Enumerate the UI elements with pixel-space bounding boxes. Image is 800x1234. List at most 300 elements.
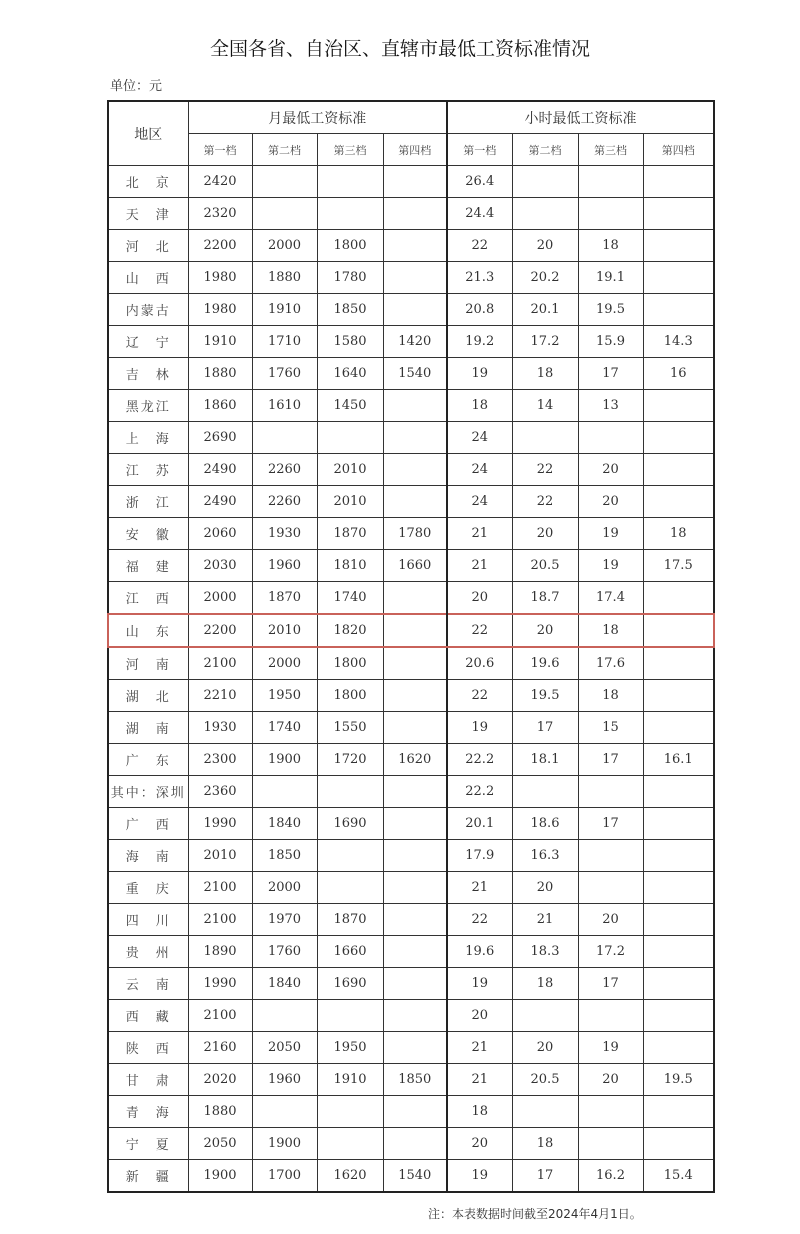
monthly-wage-cell: 1880 xyxy=(252,262,317,294)
region-cell: 其中：深圳 xyxy=(108,776,188,808)
hourly-wage-cell: 15.4 xyxy=(643,1160,714,1193)
monthly-wage-cell: 1450 xyxy=(317,390,383,422)
monthly-wage-cell: 1620 xyxy=(383,744,447,776)
hourly-wage-cell: 16.1 xyxy=(643,744,714,776)
hourly-wage-cell xyxy=(643,454,714,486)
monthly-wage-cell xyxy=(383,614,447,647)
table-row xyxy=(108,294,714,326)
monthly-wage-cell: 1860 xyxy=(188,390,252,422)
hourly-wage-cell xyxy=(643,422,714,454)
monthly-wage-cell xyxy=(383,582,447,615)
header-region: 地区 xyxy=(108,101,188,166)
monthly-wage-cell: 1540 xyxy=(383,1160,447,1193)
hourly-wage-cell: 19 xyxy=(447,358,512,390)
monthly-wage-cell: 1990 xyxy=(188,808,252,840)
monthly-wage-cell: 1960 xyxy=(252,1064,317,1096)
monthly-wage-cell: 1640 xyxy=(317,358,383,390)
region-cell: 上 海 xyxy=(108,422,188,454)
table-row xyxy=(108,550,714,582)
monthly-wage-cell xyxy=(317,840,383,872)
hourly-wage-cell: 15 xyxy=(578,712,643,744)
hourly-wage-cell: 21 xyxy=(447,1032,512,1064)
hourly-tier-header: 第四档 xyxy=(643,134,714,166)
monthly-wage-cell: 2200 xyxy=(188,230,252,262)
table-row xyxy=(108,808,714,840)
hourly-wage-cell: 19 xyxy=(447,968,512,1000)
region-cell: 青 海 xyxy=(108,1096,188,1128)
monthly-wage-cell: 1810 xyxy=(317,550,383,582)
hourly-wage-cell: 21 xyxy=(447,1064,512,1096)
region-cell: 山 东 xyxy=(108,614,188,647)
table-row xyxy=(108,262,714,294)
hourly-wage-cell: 19.6 xyxy=(512,647,578,680)
hourly-wage-cell: 18.1 xyxy=(512,744,578,776)
region-cell: 重 庆 xyxy=(108,872,188,904)
hourly-wage-cell: 19 xyxy=(447,712,512,744)
table-row xyxy=(108,1128,714,1160)
region-cell: 甘 肃 xyxy=(108,1064,188,1096)
hourly-wage-cell: 18 xyxy=(578,614,643,647)
hourly-wage-cell: 20 xyxy=(512,872,578,904)
monthly-wage-cell: 1700 xyxy=(252,1160,317,1193)
monthly-wage-cell: 1840 xyxy=(252,968,317,1000)
hourly-wage-cell xyxy=(643,294,714,326)
monthly-wage-cell: 2000 xyxy=(252,647,317,680)
monthly-wage-cell: 2260 xyxy=(252,486,317,518)
table-row xyxy=(108,1064,714,1096)
table-row xyxy=(108,582,714,615)
monthly-wage-cell: 1580 xyxy=(317,326,383,358)
hourly-wage-cell: 19.2 xyxy=(447,326,512,358)
monthly-wage-cell: 2100 xyxy=(188,1000,252,1032)
hourly-wage-cell: 13 xyxy=(578,390,643,422)
header-monthly: 月最低工资标准 xyxy=(188,101,447,134)
hourly-wage-cell xyxy=(643,808,714,840)
monthly-wage-cell: 2010 xyxy=(188,840,252,872)
hourly-wage-cell: 20 xyxy=(512,614,578,647)
monthly-wage-cell xyxy=(383,198,447,230)
table-row xyxy=(108,840,714,872)
hourly-wage-cell: 17 xyxy=(512,712,578,744)
region-cell: 河 北 xyxy=(108,230,188,262)
hourly-wage-cell: 14 xyxy=(512,390,578,422)
monthly-wage-cell xyxy=(252,1000,317,1032)
hourly-wage-cell: 20 xyxy=(578,486,643,518)
monthly-wage-cell xyxy=(383,1096,447,1128)
monthly-wage-cell: 1930 xyxy=(188,712,252,744)
hourly-wage-cell: 24 xyxy=(447,454,512,486)
monthly-wage-cell: 1870 xyxy=(317,518,383,550)
page-title: 全国各省、自治区、直辖市最低工资标准情况 xyxy=(209,38,590,60)
hourly-wage-cell: 20.5 xyxy=(512,1064,578,1096)
monthly-wage-cell: 2000 xyxy=(252,872,317,904)
monthly-wage-cell: 1780 xyxy=(317,262,383,294)
region-cell: 西 藏 xyxy=(108,1000,188,1032)
monthly-wage-cell xyxy=(383,1032,447,1064)
monthly-wage-cell: 1870 xyxy=(252,582,317,615)
monthly-wage-cell: 2060 xyxy=(188,518,252,550)
monthly-wage-cell xyxy=(317,1000,383,1032)
hourly-wage-cell: 18 xyxy=(578,680,643,712)
hourly-wage-cell xyxy=(643,486,714,518)
monthly-tier-header: 第四档 xyxy=(383,134,447,166)
table-row xyxy=(108,968,714,1000)
monthly-wage-cell: 1690 xyxy=(317,808,383,840)
minimum-wage-table xyxy=(107,100,715,1193)
hourly-wage-cell xyxy=(643,582,714,615)
hourly-wage-cell xyxy=(512,1096,578,1128)
table-row xyxy=(108,358,714,390)
table-row xyxy=(108,198,714,230)
hourly-wage-cell xyxy=(643,1128,714,1160)
region-cell: 吉 林 xyxy=(108,358,188,390)
monthly-wage-cell xyxy=(383,294,447,326)
table-row xyxy=(108,326,714,358)
monthly-wage-cell xyxy=(383,872,447,904)
monthly-wage-cell xyxy=(252,776,317,808)
monthly-wage-cell: 1910 xyxy=(252,294,317,326)
hourly-wage-cell: 20 xyxy=(578,1064,643,1096)
hourly-wage-cell: 18.3 xyxy=(512,936,578,968)
region-cell: 黑龙江 xyxy=(108,390,188,422)
monthly-wage-cell: 2200 xyxy=(188,614,252,647)
monthly-wage-cell: 1880 xyxy=(188,1096,252,1128)
monthly-wage-cell: 1840 xyxy=(252,808,317,840)
hourly-tier-header: 第三档 xyxy=(578,134,643,166)
hourly-wage-cell xyxy=(643,390,714,422)
hourly-wage-cell: 18 xyxy=(643,518,714,550)
monthly-wage-cell xyxy=(317,1096,383,1128)
monthly-wage-cell: 2210 xyxy=(188,680,252,712)
hourly-wage-cell: 17.2 xyxy=(512,326,578,358)
hourly-wage-cell: 20 xyxy=(512,230,578,262)
hourly-wage-cell xyxy=(643,712,714,744)
monthly-wage-cell xyxy=(317,422,383,454)
hourly-wage-cell: 20.6 xyxy=(447,647,512,680)
monthly-wage-cell: 2020 xyxy=(188,1064,252,1096)
table-row xyxy=(108,486,714,518)
hourly-wage-cell: 17.4 xyxy=(578,582,643,615)
hourly-wage-cell: 22 xyxy=(512,486,578,518)
hourly-wage-cell: 20 xyxy=(512,518,578,550)
hourly-wage-cell: 14.3 xyxy=(643,326,714,358)
table-row xyxy=(108,680,714,712)
hourly-wage-cell: 18.7 xyxy=(512,582,578,615)
monthly-wage-cell xyxy=(317,776,383,808)
monthly-wage-cell: 2160 xyxy=(188,1032,252,1064)
monthly-wage-cell: 1880 xyxy=(188,358,252,390)
hourly-wage-cell: 22.2 xyxy=(447,776,512,808)
monthly-wage-cell xyxy=(383,712,447,744)
hourly-wage-cell xyxy=(643,614,714,647)
hourly-wage-cell: 20 xyxy=(578,904,643,936)
monthly-tier-header: 第一档 xyxy=(188,134,252,166)
hourly-wage-cell: 17 xyxy=(578,744,643,776)
hourly-wage-cell: 21.3 xyxy=(447,262,512,294)
table-row xyxy=(108,904,714,936)
region-cell: 辽 宁 xyxy=(108,326,188,358)
monthly-wage-cell: 1420 xyxy=(383,326,447,358)
hourly-wage-cell xyxy=(643,936,714,968)
hourly-wage-cell: 19 xyxy=(578,550,643,582)
region-cell: 福 建 xyxy=(108,550,188,582)
monthly-wage-cell: 1760 xyxy=(252,358,317,390)
region-cell: 广 西 xyxy=(108,808,188,840)
monthly-wage-cell xyxy=(383,1128,447,1160)
monthly-wage-cell xyxy=(383,840,447,872)
monthly-wage-cell: 1950 xyxy=(317,1032,383,1064)
monthly-wage-cell: 2490 xyxy=(188,486,252,518)
hourly-wage-cell: 22 xyxy=(447,230,512,262)
monthly-wage-cell: 2100 xyxy=(188,647,252,680)
region-cell: 江 西 xyxy=(108,582,188,615)
monthly-wage-cell: 1710 xyxy=(252,326,317,358)
monthly-wage-cell xyxy=(383,904,447,936)
hourly-wage-cell: 20 xyxy=(578,454,643,486)
monthly-wage-cell: 1660 xyxy=(317,936,383,968)
monthly-wage-cell xyxy=(383,776,447,808)
monthly-wage-cell: 1900 xyxy=(188,1160,252,1193)
region-cell: 贵 州 xyxy=(108,936,188,968)
monthly-wage-cell: 1900 xyxy=(252,1128,317,1160)
hourly-wage-cell: 16.3 xyxy=(512,840,578,872)
hourly-wage-cell: 24 xyxy=(447,486,512,518)
hourly-wage-cell: 21 xyxy=(447,518,512,550)
hourly-wage-cell xyxy=(643,872,714,904)
hourly-wage-cell xyxy=(512,776,578,808)
monthly-wage-cell xyxy=(317,198,383,230)
monthly-wage-cell xyxy=(383,808,447,840)
monthly-wage-cell: 2320 xyxy=(188,198,252,230)
monthly-wage-cell: 1950 xyxy=(252,680,317,712)
region-cell: 云 南 xyxy=(108,968,188,1000)
hourly-wage-cell xyxy=(643,840,714,872)
region-cell: 内蒙古 xyxy=(108,294,188,326)
monthly-wage-cell xyxy=(383,647,447,680)
table-row xyxy=(108,1096,714,1128)
monthly-wage-cell xyxy=(383,422,447,454)
monthly-wage-cell xyxy=(252,198,317,230)
monthly-wage-cell xyxy=(383,1000,447,1032)
hourly-wage-cell: 19.5 xyxy=(578,294,643,326)
hourly-wage-cell: 19 xyxy=(578,1032,643,1064)
hourly-wage-cell xyxy=(643,198,714,230)
hourly-wage-cell xyxy=(512,422,578,454)
hourly-wage-cell xyxy=(512,1000,578,1032)
hourly-wage-cell: 22 xyxy=(512,454,578,486)
hourly-wage-cell xyxy=(578,776,643,808)
hourly-wage-cell: 18 xyxy=(447,1096,512,1128)
region-cell: 天 津 xyxy=(108,198,188,230)
table-row xyxy=(108,936,714,968)
hourly-wage-cell: 17 xyxy=(578,358,643,390)
monthly-wage-cell: 1980 xyxy=(188,294,252,326)
hourly-tier-header: 第一档 xyxy=(447,134,512,166)
table-row xyxy=(108,1032,714,1064)
header-hourly: 小时最低工资标准 xyxy=(447,101,714,134)
hourly-tier-header: 第二档 xyxy=(512,134,578,166)
footnote: 注：本表数据时间截至2024年4月1日。 xyxy=(428,1207,642,1221)
hourly-wage-cell: 18 xyxy=(447,390,512,422)
hourly-wage-cell xyxy=(643,1096,714,1128)
hourly-wage-cell: 17 xyxy=(578,808,643,840)
table-row xyxy=(108,422,714,454)
monthly-wage-cell: 2010 xyxy=(317,486,383,518)
hourly-wage-cell: 19.5 xyxy=(643,1064,714,1096)
table-row xyxy=(108,712,714,744)
region-cell: 陕 西 xyxy=(108,1032,188,1064)
hourly-wage-cell xyxy=(643,1000,714,1032)
table-row xyxy=(108,166,714,198)
hourly-wage-cell: 19.5 xyxy=(512,680,578,712)
monthly-wage-cell: 1850 xyxy=(317,294,383,326)
monthly-wage-cell: 1800 xyxy=(317,647,383,680)
table-row xyxy=(108,872,714,904)
monthly-wage-cell: 1930 xyxy=(252,518,317,550)
hourly-wage-cell xyxy=(512,166,578,198)
table-row xyxy=(108,647,714,680)
hourly-wage-cell xyxy=(578,1096,643,1128)
region-cell: 新 疆 xyxy=(108,1160,188,1193)
monthly-wage-cell xyxy=(252,1096,317,1128)
hourly-wage-cell: 22.2 xyxy=(447,744,512,776)
region-cell: 湖 南 xyxy=(108,712,188,744)
hourly-wage-cell xyxy=(643,262,714,294)
hourly-wage-cell: 21 xyxy=(447,550,512,582)
hourly-wage-cell: 20.8 xyxy=(447,294,512,326)
monthly-wage-cell xyxy=(252,422,317,454)
monthly-wage-cell: 1990 xyxy=(188,968,252,1000)
hourly-wage-cell: 18 xyxy=(578,230,643,262)
hourly-wage-cell: 17.2 xyxy=(578,936,643,968)
table-row xyxy=(108,518,714,550)
monthly-wage-cell: 1660 xyxy=(383,550,447,582)
monthly-wage-cell xyxy=(317,1128,383,1160)
monthly-wage-cell: 1850 xyxy=(383,1064,447,1096)
hourly-wage-cell: 17.9 xyxy=(447,840,512,872)
hourly-wage-cell: 21 xyxy=(512,904,578,936)
hourly-wage-cell: 21 xyxy=(447,872,512,904)
hourly-wage-cell xyxy=(643,968,714,1000)
hourly-wage-cell xyxy=(643,647,714,680)
unit-label: 单位：元 xyxy=(110,79,163,94)
hourly-wage-cell: 24.4 xyxy=(447,198,512,230)
monthly-wage-cell: 1910 xyxy=(317,1064,383,1096)
hourly-wage-cell: 17 xyxy=(578,968,643,1000)
monthly-wage-cell xyxy=(383,230,447,262)
monthly-wage-cell xyxy=(383,262,447,294)
table-row xyxy=(108,776,714,808)
monthly-wage-cell: 1850 xyxy=(252,840,317,872)
hourly-wage-cell: 26.4 xyxy=(447,166,512,198)
monthly-wage-cell: 1740 xyxy=(252,712,317,744)
monthly-wage-cell xyxy=(317,872,383,904)
hourly-wage-cell xyxy=(643,680,714,712)
monthly-wage-cell xyxy=(317,166,383,198)
hourly-wage-cell xyxy=(578,166,643,198)
monthly-wage-cell: 2690 xyxy=(188,422,252,454)
hourly-wage-cell: 16.2 xyxy=(578,1160,643,1193)
monthly-wage-cell: 1820 xyxy=(317,614,383,647)
region-cell: 山 西 xyxy=(108,262,188,294)
hourly-wage-cell xyxy=(643,1032,714,1064)
monthly-wage-cell: 1980 xyxy=(188,262,252,294)
hourly-wage-cell: 18 xyxy=(512,1128,578,1160)
monthly-wage-cell xyxy=(383,486,447,518)
monthly-wage-cell: 1540 xyxy=(383,358,447,390)
monthly-wage-cell: 1900 xyxy=(252,744,317,776)
monthly-wage-cell: 2100 xyxy=(188,904,252,936)
monthly-wage-cell: 1970 xyxy=(252,904,317,936)
region-cell: 湖 北 xyxy=(108,680,188,712)
hourly-wage-cell: 20 xyxy=(512,1032,578,1064)
hourly-wage-cell: 20.1 xyxy=(447,808,512,840)
monthly-wage-cell: 2010 xyxy=(252,614,317,647)
monthly-wage-cell: 2050 xyxy=(188,1128,252,1160)
hourly-wage-cell: 24 xyxy=(447,422,512,454)
hourly-wage-cell: 19 xyxy=(447,1160,512,1193)
hourly-wage-cell: 17 xyxy=(512,1160,578,1193)
monthly-wage-cell xyxy=(383,166,447,198)
hourly-wage-cell: 19.1 xyxy=(578,262,643,294)
region-cell: 浙 江 xyxy=(108,486,188,518)
monthly-wage-cell: 2000 xyxy=(188,582,252,615)
hourly-wage-cell: 20.2 xyxy=(512,262,578,294)
monthly-wage-cell xyxy=(383,454,447,486)
hourly-wage-cell: 15.9 xyxy=(578,326,643,358)
monthly-wage-cell: 1610 xyxy=(252,390,317,422)
table-row xyxy=(108,1160,714,1193)
monthly-wage-cell: 1800 xyxy=(317,680,383,712)
hourly-wage-cell xyxy=(643,904,714,936)
hourly-wage-cell: 19 xyxy=(578,518,643,550)
hourly-wage-cell: 20.1 xyxy=(512,294,578,326)
monthly-wage-cell xyxy=(383,968,447,1000)
region-cell: 河 南 xyxy=(108,647,188,680)
monthly-wage-cell: 2030 xyxy=(188,550,252,582)
hourly-wage-cell xyxy=(578,872,643,904)
hourly-wage-cell: 16 xyxy=(643,358,714,390)
hourly-wage-cell: 19.6 xyxy=(447,936,512,968)
hourly-wage-cell xyxy=(643,166,714,198)
hourly-wage-cell xyxy=(643,230,714,262)
hourly-wage-cell xyxy=(643,776,714,808)
monthly-wage-cell xyxy=(383,936,447,968)
monthly-wage-cell: 2100 xyxy=(188,872,252,904)
region-cell: 安 徽 xyxy=(108,518,188,550)
hourly-wage-cell: 20 xyxy=(447,582,512,615)
monthly-wage-cell: 1760 xyxy=(252,936,317,968)
hourly-wage-cell xyxy=(512,198,578,230)
monthly-wage-cell: 1800 xyxy=(317,230,383,262)
hourly-wage-cell: 18 xyxy=(512,968,578,1000)
monthly-wage-cell xyxy=(383,390,447,422)
monthly-wage-cell: 2420 xyxy=(188,166,252,198)
monthly-wage-cell: 1740 xyxy=(317,582,383,615)
hourly-wage-cell: 17.5 xyxy=(643,550,714,582)
monthly-wage-cell: 2260 xyxy=(252,454,317,486)
hourly-wage-cell: 17.6 xyxy=(578,647,643,680)
monthly-wage-cell: 2000 xyxy=(252,230,317,262)
hourly-wage-cell xyxy=(578,1000,643,1032)
monthly-wage-cell: 2050 xyxy=(252,1032,317,1064)
hourly-wage-cell xyxy=(578,1128,643,1160)
region-cell: 宁 夏 xyxy=(108,1128,188,1160)
monthly-wage-cell: 2490 xyxy=(188,454,252,486)
monthly-tier-header: 第二档 xyxy=(252,134,317,166)
monthly-wage-cell xyxy=(252,166,317,198)
hourly-wage-cell xyxy=(578,840,643,872)
